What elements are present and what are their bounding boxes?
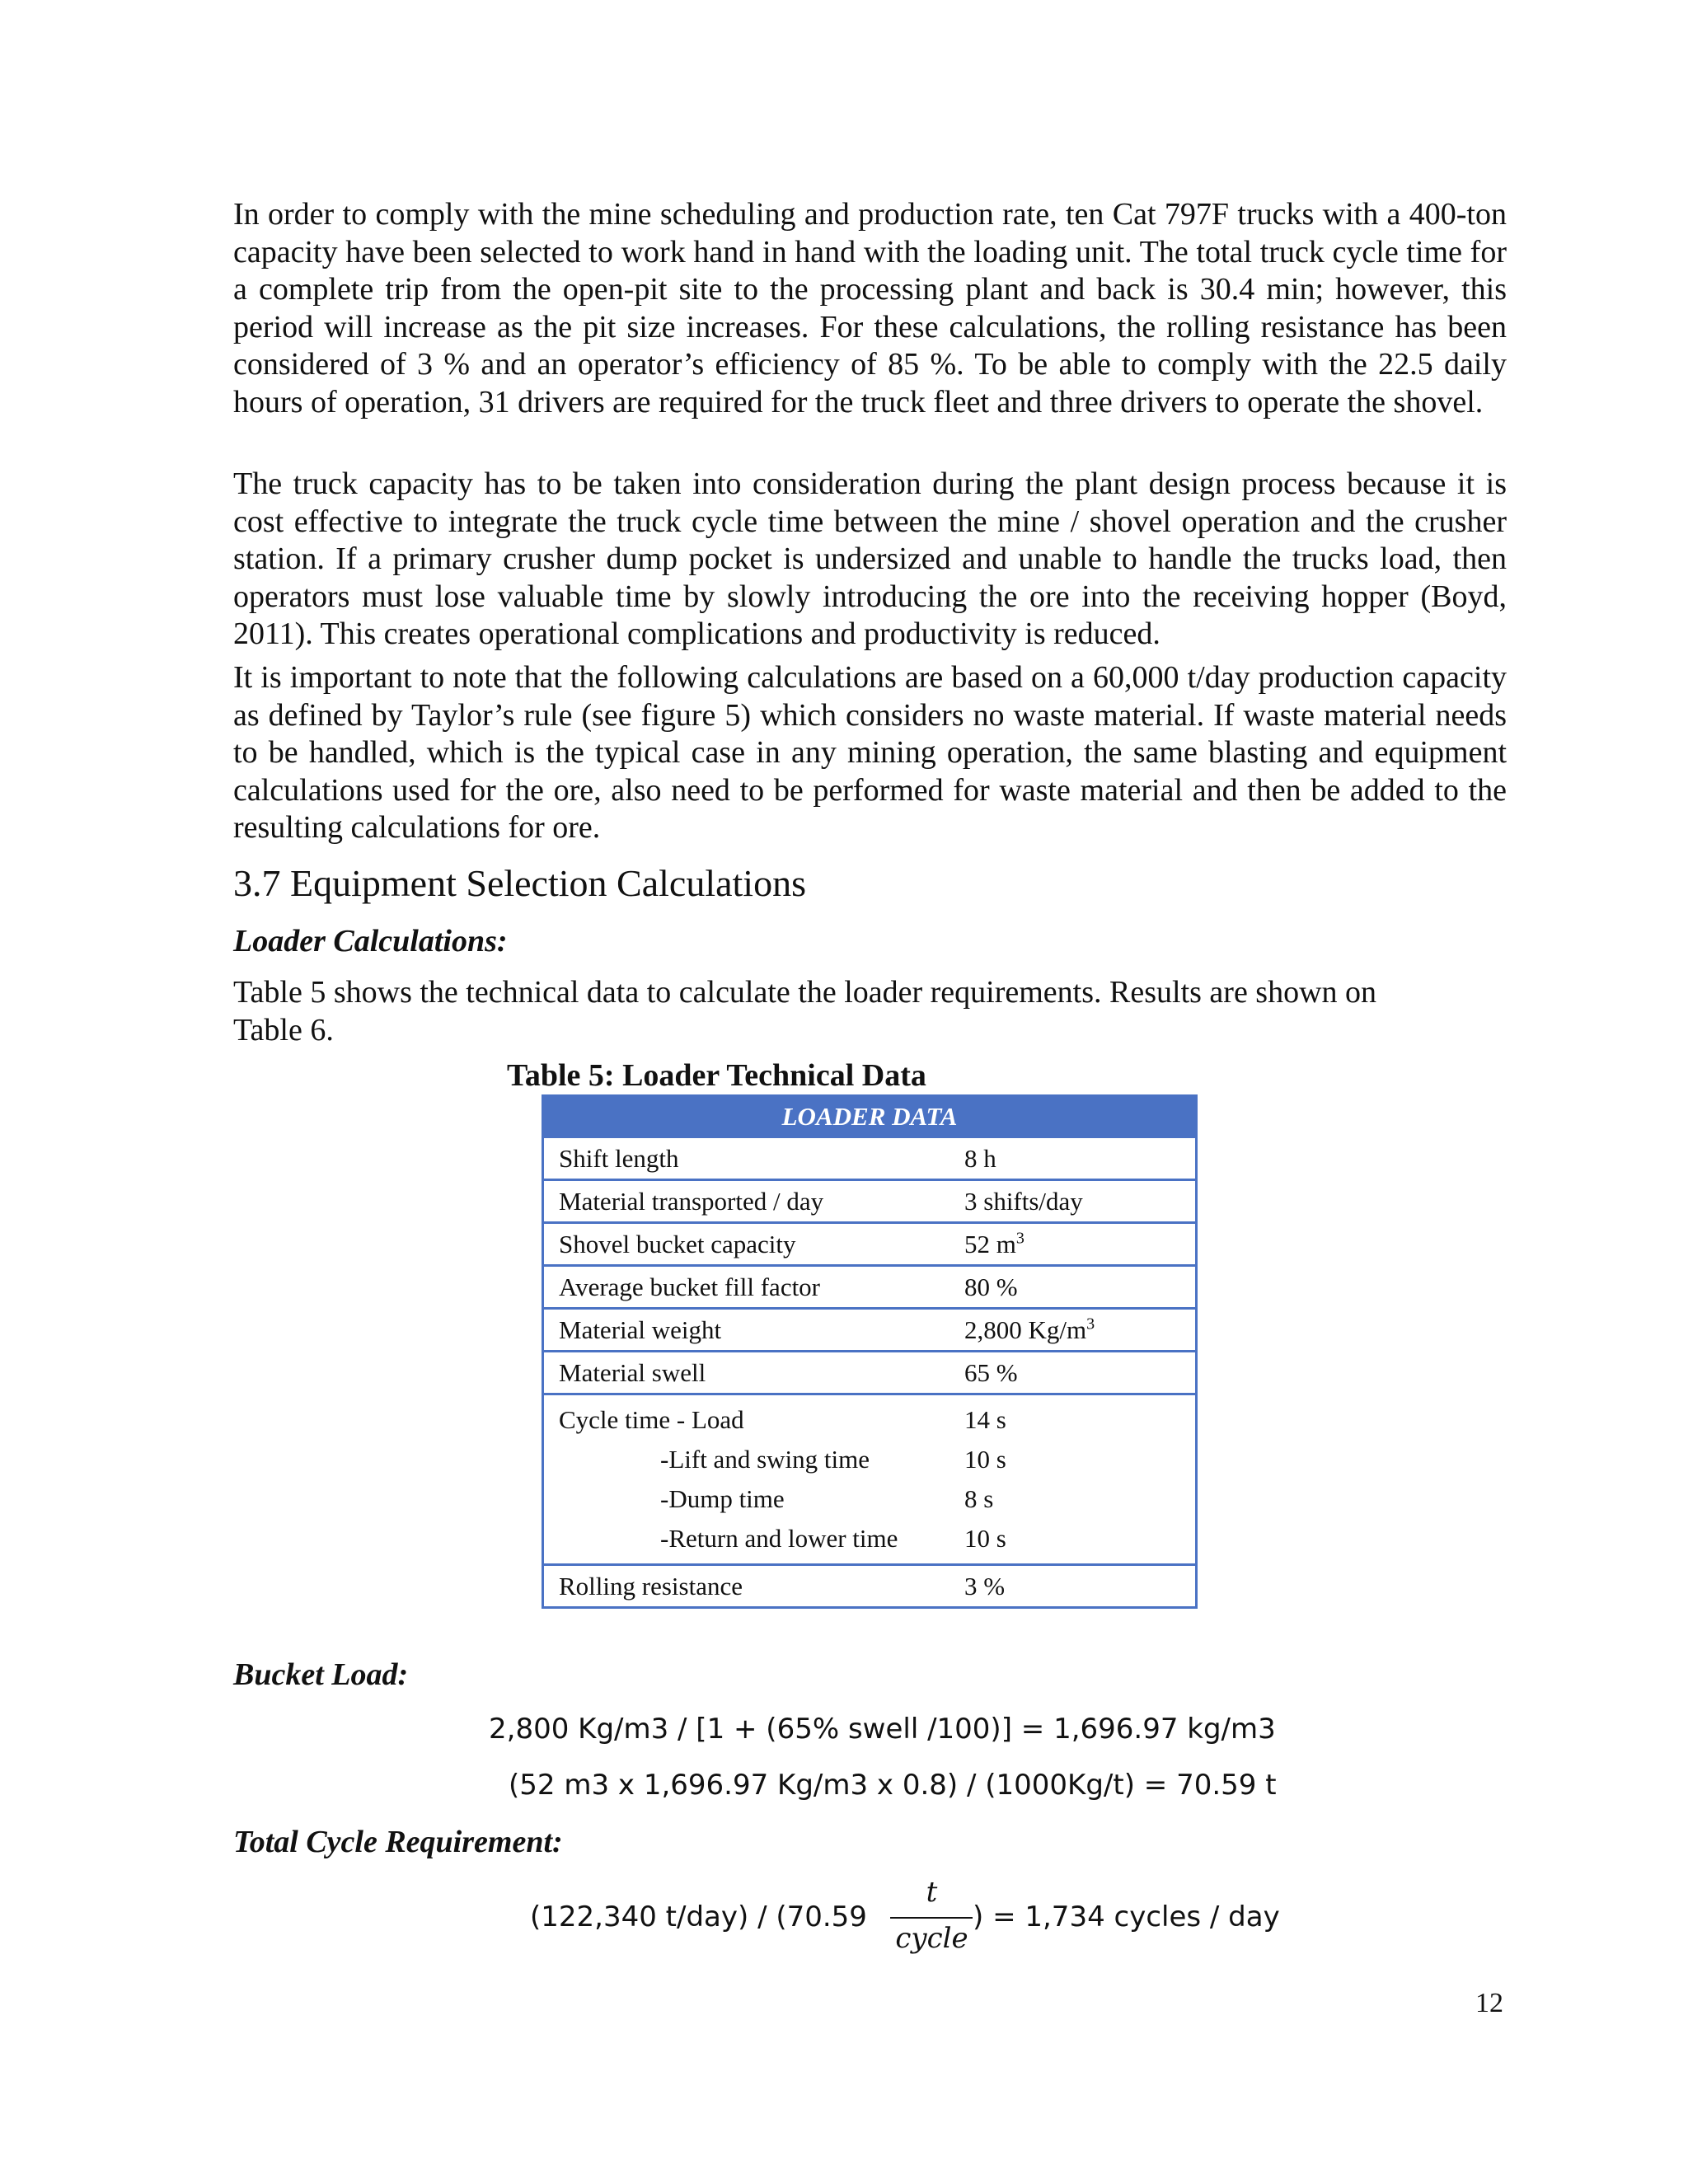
cycle-sub-row xyxy=(544,1519,1195,1558)
page-number: 12 xyxy=(1475,1988,1503,2018)
table-row xyxy=(544,1264,1195,1307)
table-row xyxy=(544,1307,1195,1350)
table-row xyxy=(544,1221,1195,1264)
row-label: Rolling resistance xyxy=(559,1571,743,1601)
row-value: 3 shifts/day xyxy=(964,1186,1083,1216)
row-label: -Dump time xyxy=(660,1484,785,1513)
row-label: Material transported / day xyxy=(559,1186,824,1216)
row-value-cell xyxy=(964,1315,1195,1345)
paragraph-truck-fleet: In order to comply with the mine scheduling and production rate, ten Cat 797F trucks with a 400-ton capacity have been selected to work hand in hand with the loading unit. The total truck cycle time for a complete trip from the open-pit site to the processing plant and back is 30.4 min; however, this period will increase as the pit size increases. For these calculations, the rolling resistance has been considered of 3 % and an operator’s efficiency of 85 %. To be able to comply with the 22.5 daily hours of operation, 31 drivers are required for the truck fleet and three drivers to operate the shovel. xyxy=(233,197,1507,419)
row-label: Cycle time - Load xyxy=(559,1405,744,1434)
row-label: Shift length xyxy=(559,1143,679,1173)
row-label: -Lift and swing time xyxy=(660,1445,870,1474)
table-row xyxy=(544,1179,1195,1221)
loader-calculations-heading: Loader Calculations: xyxy=(233,924,508,958)
superscript: 3 xyxy=(1086,1315,1095,1333)
superscript: 3 xyxy=(1015,1229,1025,1248)
table-caption-text: Table 5: Loader Technical Data xyxy=(507,1058,926,1093)
row-label: Shovel bucket capacity xyxy=(559,1229,796,1258)
loader-data-table xyxy=(542,1094,1198,1609)
cycle-sub-row xyxy=(544,1400,1195,1440)
formula-cycle-right: ) = 1,734 cycles / day xyxy=(973,1900,1280,1933)
fraction-bar xyxy=(890,1917,973,1919)
fraction-denominator: cycle xyxy=(895,1922,968,1955)
row-value: 80 % xyxy=(964,1272,1018,1301)
row-label: -Return and lower time xyxy=(660,1524,898,1553)
row-label: Material weight xyxy=(559,1315,722,1344)
table-intro-line-1: Table 5 shows the technical data to calculate the loader requirements. Results are shown on xyxy=(233,975,1377,1010)
row-value: 8 s xyxy=(964,1484,994,1513)
row-label: Material swell xyxy=(559,1357,706,1387)
row-value: 14 s xyxy=(964,1405,1006,1434)
row-value: 3 % xyxy=(964,1571,1006,1601)
cycle-sub-row xyxy=(544,1440,1195,1479)
table-intro-line-2: Table 6. xyxy=(233,1012,334,1047)
formula-bucket-load: (52 m3 x 1,696.97 Kg/m3 x 0.8) / (1000Kg/t) = 70.59 t xyxy=(509,1769,1277,1802)
row-value: 2,800 Kg/m xyxy=(964,1315,1087,1344)
table-row xyxy=(544,1136,1195,1179)
table-header: LOADER DATA xyxy=(544,1097,1195,1136)
cycle-sub-row xyxy=(544,1479,1195,1519)
table-row xyxy=(544,1350,1195,1393)
row-value: 10 s xyxy=(964,1524,1006,1553)
table-intro-paragraph xyxy=(233,974,1507,1049)
row-value: 8 h xyxy=(964,1143,996,1173)
fraction-numerator: t xyxy=(926,1876,938,1909)
row-value-cell xyxy=(964,1230,1195,1259)
table-row-cycle-time xyxy=(544,1393,1195,1563)
section-heading: 3.7 Equipment Selection Calculations xyxy=(233,862,806,904)
table-row xyxy=(544,1563,1195,1606)
formula-cycle-left: (122,340 t/day) / (70.59 xyxy=(530,1900,867,1933)
total-cycle-heading: Total Cycle Requirement: xyxy=(233,1825,563,1859)
row-value: 65 % xyxy=(964,1357,1018,1387)
formula-bucket-density: 2,800 Kg/m3 / [1 + (65% swell /100)] = 1,696.97 kg/m3 xyxy=(489,1713,1276,1746)
paragraph-truck-capacity: The truck capacity has to be taken into consideration during the plant design process because it is cost effective to integrate the truck cycle time between the mine / shovel operation and the crusher station. If a primary crusher dump pocket is undersized and unable to handle the trucks load, then operators must lose valuable time by slowly introducing the ore into the receiving hopper (Boyd, 2011). This creates operational complications and productivity is reduced. xyxy=(233,466,1507,651)
row-value: 10 s xyxy=(964,1445,1006,1474)
row-value: 52 m xyxy=(964,1229,1016,1258)
bucket-load-heading: Bucket Load: xyxy=(233,1657,409,1692)
row-label: Average bucket fill factor xyxy=(559,1272,821,1301)
paragraph-calculation-note: It is important to note that the following calculations are based on a 60,000 t/day production capacity as defined by Taylor’s rule (see figure 5) which considers no waste material. If waste material needs to be handled, which is the typical case in any mining operation, the same blasting and equipment calculations used for the ore, also need to be performed for waste material and then be added to the resulting calculations for ore. xyxy=(233,660,1507,845)
